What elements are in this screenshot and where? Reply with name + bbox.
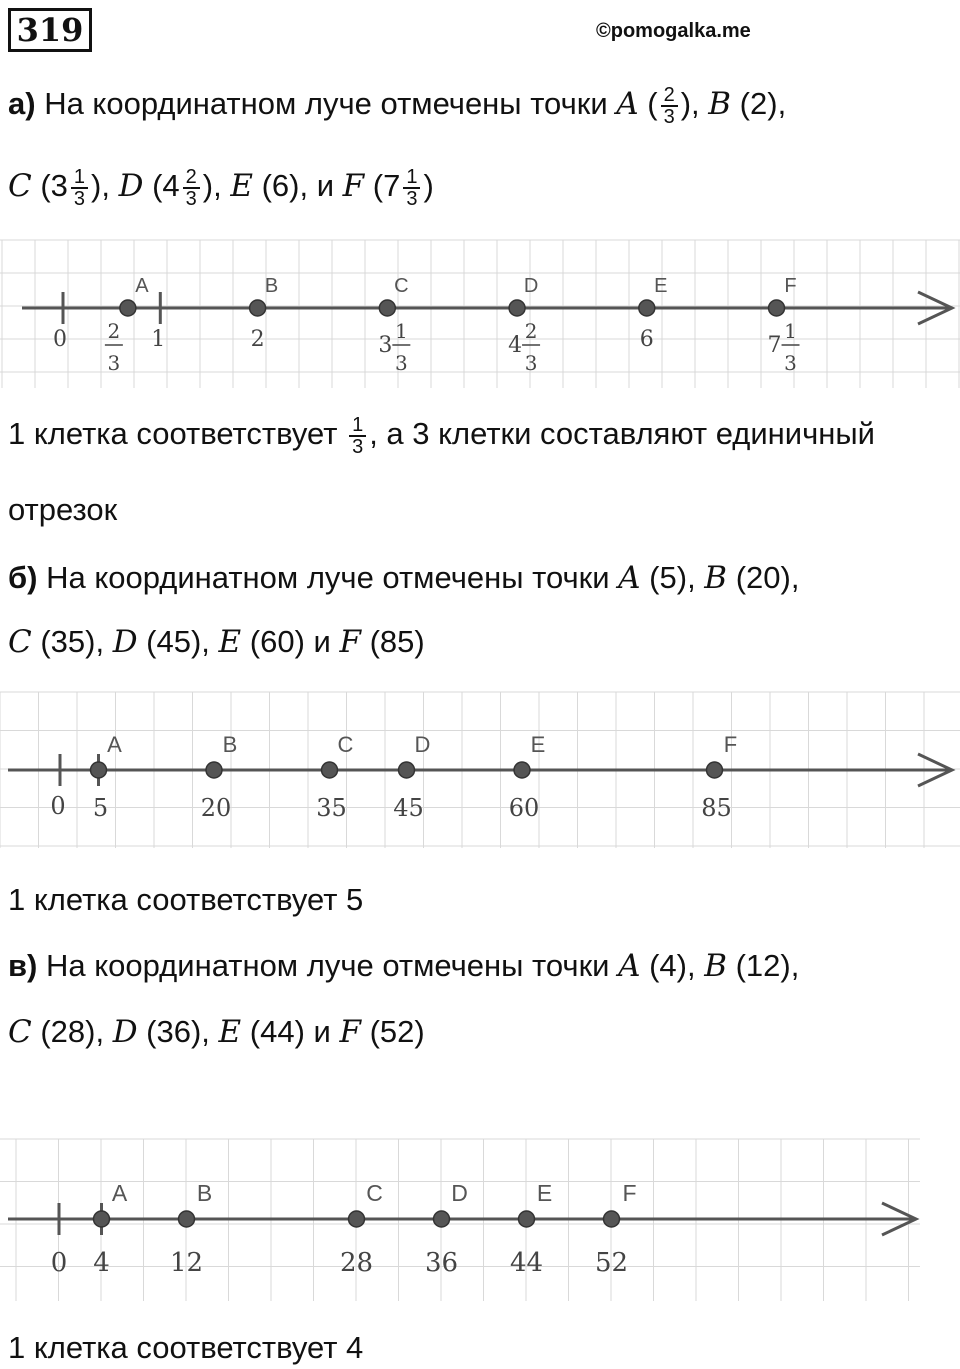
- point-c-value: (35),: [31, 624, 113, 659]
- note-fraction: [349, 415, 366, 457]
- point-label: E: [654, 275, 668, 297]
- point-c-name: C: [8, 624, 32, 660]
- fraction-numerator: 2: [183, 167, 200, 189]
- tick-label: 12: [169, 1248, 204, 1278]
- point-marker: [379, 300, 395, 316]
- part-c-line1: [8, 946, 799, 986]
- point-label: C: [366, 1180, 383, 1206]
- point-b-value: (12),: [726, 948, 800, 983]
- tick-label: 4: [93, 1248, 110, 1278]
- tick-label: 5: [92, 794, 109, 822]
- part-a-note: [8, 414, 875, 457]
- point-c-whole: (3: [31, 168, 68, 203]
- fraction-denominator: 3: [406, 187, 418, 210]
- point-label: B: [222, 732, 238, 757]
- point-marker: [509, 300, 525, 316]
- tick-label-zero: 0: [50, 792, 66, 820]
- tick-label: 60: [508, 794, 540, 822]
- point-b-name: B: [704, 948, 727, 984]
- point-label: D: [451, 1180, 468, 1206]
- tick-label: 52: [594, 1248, 629, 1278]
- point-label: B: [196, 1180, 213, 1206]
- point-a-fraction: [661, 85, 678, 127]
- point-a-name: A: [616, 86, 639, 122]
- point-label: A: [111, 1180, 128, 1206]
- fraction-numerator: 2: [661, 85, 678, 107]
- tick-label: 36: [424, 1248, 459, 1278]
- point-a-value: (4),: [640, 948, 705, 983]
- part-c-note: 1 клетка соответствует 4: [8, 1330, 364, 1365]
- part-c-intro: На координатном луче отмечены точки: [37, 948, 619, 983]
- tick-label-zero: 0: [50, 1248, 68, 1278]
- tick-label-one: 1: [151, 327, 166, 352]
- number-line-b: [0, 690, 960, 850]
- point-e-name: E: [218, 624, 242, 660]
- tick-label-zero: 0: [53, 327, 67, 352]
- point-marker: [94, 1211, 110, 1227]
- tick-label-whole: 3: [378, 333, 393, 358]
- part-b-line2: [8, 622, 425, 662]
- point-c-close: ),: [91, 168, 119, 203]
- fraction-numerator: 1: [403, 167, 420, 189]
- point-e-name: E: [218, 1014, 242, 1050]
- part-a-label: а): [8, 86, 36, 121]
- tick-label-denominator: 3: [107, 351, 121, 375]
- point-label: E: [530, 732, 546, 757]
- tick-label-whole: 4: [508, 333, 523, 358]
- point-d-name: D: [112, 1014, 138, 1050]
- problem-number: 319: [8, 8, 92, 52]
- part-b-line1: [8, 558, 799, 598]
- point-f-name: F: [339, 624, 361, 660]
- point-marker: [250, 300, 266, 316]
- fraction-denominator: 3: [352, 435, 364, 458]
- point-d-name: D: [112, 624, 138, 660]
- point-b-value: (2),: [731, 86, 787, 121]
- point-f-name: F: [339, 1014, 361, 1050]
- part-a-line2: [8, 166, 434, 209]
- tick-label-denominator: 3: [784, 351, 797, 375]
- point-marker: [514, 762, 530, 778]
- point-marker: [769, 300, 785, 316]
- note-text: 1 клетка соответствует: [8, 416, 347, 451]
- point-d-name: D: [118, 168, 144, 204]
- point-label: C: [394, 275, 409, 297]
- point-a-name: A: [618, 560, 641, 596]
- point-marker: [349, 1211, 365, 1227]
- tick-label-denominator: 3: [394, 351, 408, 375]
- point-marker: [322, 762, 338, 778]
- point-marker: [179, 1211, 195, 1227]
- point-a-close: ),: [680, 86, 709, 121]
- point-d-close: ),: [202, 168, 231, 203]
- point-c-fraction: [71, 167, 88, 209]
- point-a-open: (: [638, 86, 658, 121]
- part-b-intro: На координатном луче отмечены точки: [37, 560, 619, 595]
- tick-label-whole: 7: [767, 333, 782, 358]
- point-marker: [604, 1211, 620, 1227]
- part-c-line2: [8, 1012, 425, 1052]
- point-b-name: B: [704, 560, 728, 596]
- point-label: F: [622, 1180, 637, 1206]
- point-a-name: A: [618, 948, 641, 984]
- point-label: B: [264, 275, 279, 297]
- point-a-value: (5),: [640, 560, 705, 595]
- point-d-value: (45),: [137, 624, 219, 659]
- tick-label-numerator: 1: [394, 319, 408, 343]
- point-marker: [707, 762, 723, 778]
- fraction-numerator: 1: [71, 167, 88, 189]
- tick-label-numerator: 1: [784, 319, 797, 343]
- point-c-value: (28),: [31, 1014, 113, 1049]
- point-label: A: [107, 732, 122, 757]
- tick-label-denominator: 3: [524, 351, 538, 375]
- part-c-label: в): [8, 948, 38, 983]
- point-marker: [434, 1211, 450, 1227]
- part-b-label: б): [8, 560, 38, 595]
- tick-label: 35: [316, 794, 347, 822]
- part-b-note: 1 клетка соответствует 5: [8, 882, 364, 917]
- note-text-rest: , а 3 клетки составляют единичный: [369, 416, 875, 451]
- point-f-value: (85): [360, 624, 425, 659]
- point-marker: [91, 762, 107, 778]
- number-line-c: [0, 1135, 960, 1305]
- tick-label: 2: [250, 327, 265, 352]
- part-a-note-line2: отрезок: [8, 492, 118, 527]
- point-c-name: C: [8, 1014, 32, 1050]
- point-f-name: F: [342, 168, 365, 204]
- point-e-value: (44) и: [241, 1014, 340, 1049]
- point-label: D: [414, 732, 431, 757]
- point-d-fraction: [183, 167, 200, 209]
- point-label: C: [337, 732, 354, 757]
- point-marker: [206, 762, 222, 778]
- fraction-denominator: 3: [73, 187, 86, 210]
- point-marker: [519, 1211, 535, 1227]
- point-label: A: [135, 275, 149, 297]
- point-e-name: E: [230, 168, 253, 204]
- point-b-value: (20),: [727, 560, 800, 595]
- tick-label: 28: [339, 1248, 374, 1278]
- tick-label-numerator: 2: [524, 319, 538, 343]
- point-label: D: [523, 275, 539, 297]
- tick-label: 20: [200, 794, 232, 822]
- fraction-numerator: 1: [349, 415, 366, 437]
- point-marker: [399, 762, 415, 778]
- tick-label: 6: [639, 327, 654, 352]
- tick-label: 44: [509, 1248, 544, 1278]
- fraction-denominator: 3: [185, 187, 197, 210]
- point-f-close: ): [423, 168, 434, 203]
- point-d-value: (36),: [137, 1014, 219, 1049]
- point-label: E: [536, 1180, 553, 1206]
- tick-label: 45: [393, 794, 424, 822]
- point-f-whole: (7: [364, 168, 401, 203]
- point-f-value: (52): [360, 1014, 425, 1049]
- part-a-line1: [8, 84, 786, 127]
- point-f-fraction: [403, 167, 420, 209]
- point-b-name: B: [708, 86, 732, 122]
- point-label: F: [784, 275, 797, 297]
- watermark: ©pomogalka.me: [596, 20, 751, 42]
- point-e-value: (6), и: [252, 168, 343, 203]
- fraction-denominator: 3: [663, 105, 675, 128]
- point-d-whole: (4: [143, 168, 180, 203]
- point-marker: [639, 300, 655, 316]
- point-e-value: (60) и: [241, 624, 340, 659]
- point-label: F: [723, 732, 738, 757]
- part-a-intro: На координатном луче отмечены точки: [35, 86, 617, 121]
- number-line-a: [0, 236, 960, 396]
- tick-label: 85: [701, 794, 732, 822]
- tick-label-numerator: 2: [107, 319, 121, 343]
- point-c-name: C: [8, 168, 32, 204]
- point-marker: [120, 300, 136, 316]
